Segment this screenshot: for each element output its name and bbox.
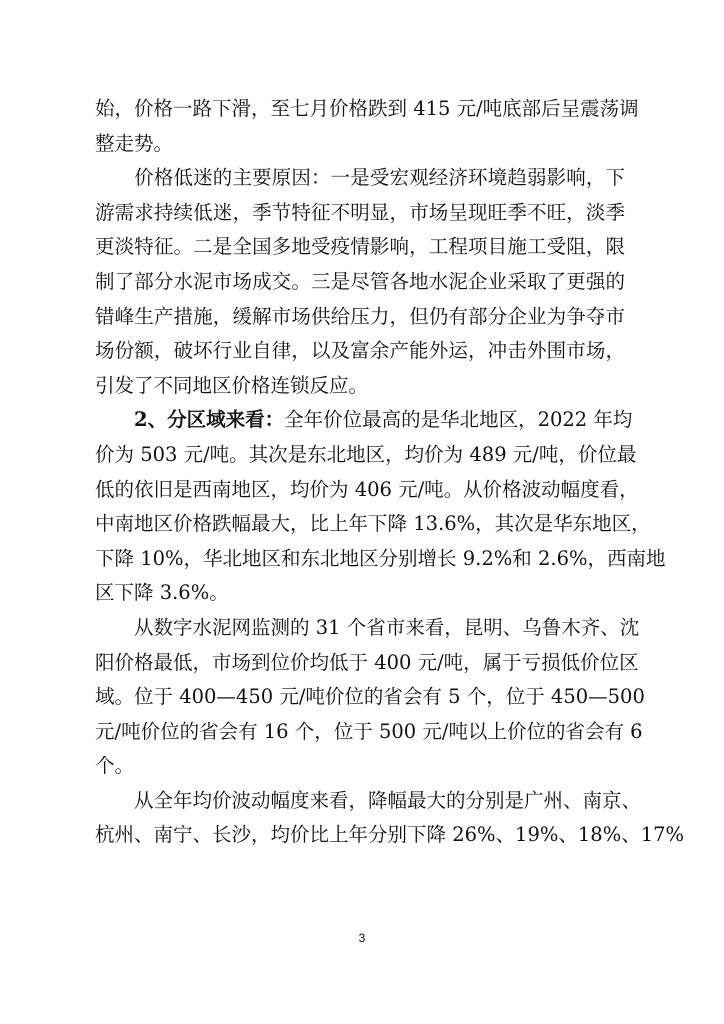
text-line: 始，价格一路下滑，至七月价格跌到 415 元/吨底部后呈震荡调: [95, 97, 639, 120]
text-line: 整走势。: [95, 131, 174, 155]
text-line: 更淡特征。二是全国多地受疫情影响，工程项目施工受阻，限: [95, 235, 625, 259]
page-number: 3: [358, 931, 366, 945]
text-line: 引发了不同地区价格连锁反应。: [95, 373, 369, 397]
paragraph-3: [95, 403, 666, 611]
text-line: 中南地区价格跌幅最大，比上年下降 13.6%，其次是华东地区，: [95, 512, 651, 536]
text-run: 全年价位最高的是华北地区，2022 年均: [284, 408, 633, 432]
text-line: 元/吨价位的省会有 16 个，位于 500 元/吨以上价位的省会有 6: [95, 719, 643, 743]
text-line: 场份额，破坏行业自律，以及富余产能外运，冲击外围市场，: [95, 339, 625, 363]
section-heading: 2、分区域来看：: [95, 408, 285, 432]
text-line: 制了部分水泥市场成交。三是尽管各地水泥企业采取了更强的: [95, 269, 625, 293]
paragraph-1: [95, 92, 639, 161]
text-line: 价格低迷的主要原因：一是受宏观经济环境趋弱影响，下: [95, 166, 625, 190]
text-line: 价为 503 元/吨。其次是东北地区，均价为 489 元/吨，价位最: [95, 442, 637, 466]
text-line: 个。: [95, 754, 135, 778]
text-line: 低的依旧是西南地区，均价为 406 元/吨。从价格波动幅度看，: [95, 477, 639, 501]
text-line: 杭州、南宁、长沙，均价比上年分别下降 26%、19%、18%、17%: [95, 823, 685, 847]
text-line: 从数字水泥网监测的 31 个省市来看，昆明、乌鲁木齐、沈: [95, 615, 640, 639]
text-line: 错峰生产措施，缓解市场供给压力，但仍有部分企业为争夺市: [95, 304, 625, 328]
text-line: 从全年均价波动幅度来看，降幅最大的分别是广州、南京、: [95, 788, 642, 812]
paragraph-5: [95, 784, 685, 853]
paragraph-2: [95, 161, 625, 403]
text-line: 游需求持续低迷，季节特征不明显，市场呈现旺季不旺，淡季: [95, 200, 625, 224]
document-body: [95, 92, 685, 853]
text-line: 下降 10%，华北地区和东北地区分别增长 9.2%和 2.6%，西南地: [95, 546, 666, 570]
text-line: 阳价格最低，市场到位价均低于 400 元/吨，属于亏损低价位区: [95, 650, 639, 674]
text-line: 区下降 3.6%。: [95, 581, 229, 605]
text-line: [95, 403, 633, 438]
text-line: 域。位于 400—450 元/吨价位的省会有 5 个，位于 450—500: [95, 685, 645, 709]
paragraph-4: [95, 611, 645, 784]
